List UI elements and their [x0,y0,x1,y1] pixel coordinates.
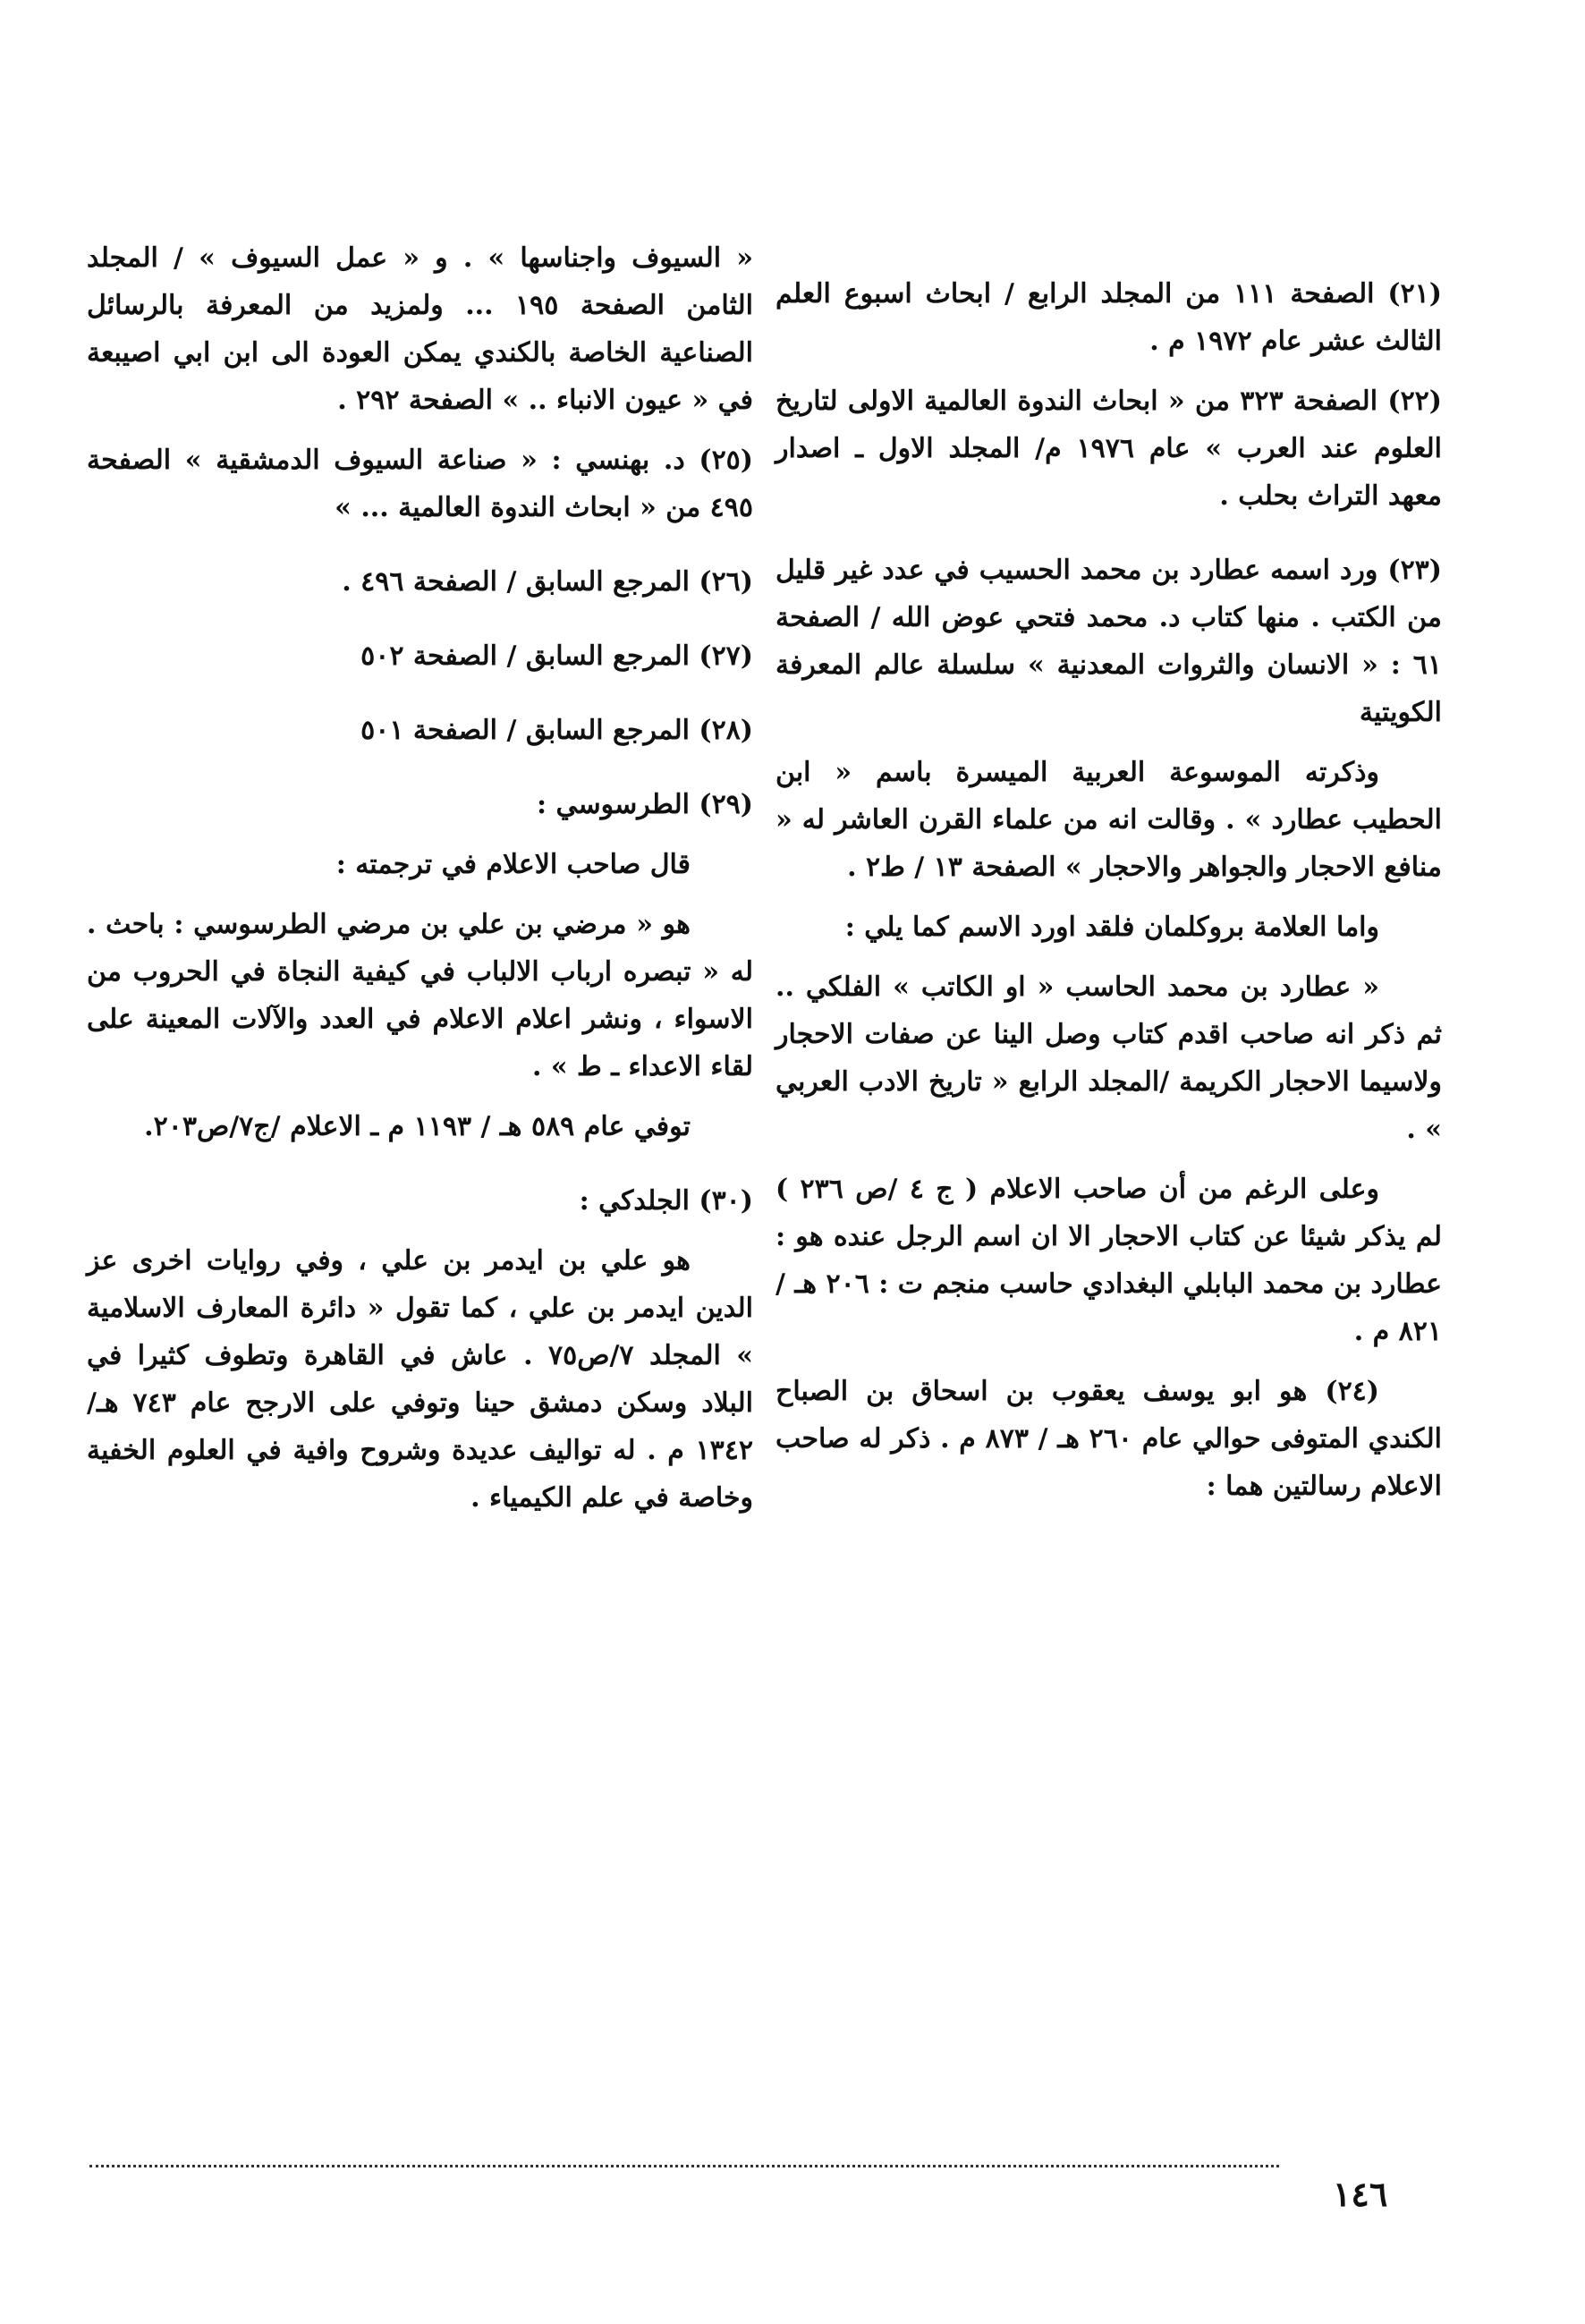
footnote-22: (٢٢) الصفحة ٣٢٣ من « ابحاث الندوة العالمية الاولى لتاريخ العلوم عند العرب » عام ١٩٧٦ م/ المجلد الاول ـ اصدار معهد التراث بحلب . [776,386,1443,512]
paragraph-encyclopedia: وذكرته الموسوعة العربية الميسرة باسم « ابن الحطيب عطارد » . وقالت انه من علماء القرن العاشر له « منافع الاحجار والجواهر والاحجار » الصفحة ١٣ / ط٢ . [776,757,1442,883]
footnote-27: (٢٧) المرجع السابق / الصفحة ٥٠٢ [360,640,753,672]
left-column [87,234,753,1534]
footnote-23: (٢٣) ورد اسمه عطارد بن محمد الحسيب في عدد غير قليل من الكتب . منها كتاب د. محمد فتحي عوض الله / الصفحة ٦١ : « الانسان والثروات المعدنية » سلسلة عالم المعرفة الكويتية [776,555,1442,728]
paragraph-quotation: « عطارد بن محمد الحاسب « او الكاتب » الفلكي .. ثم ذكر انه صاحب اقدم كتاب وصل الينا عن صفات الاحجار ولاسيما الاحجار الكريمة /المجلد الرابع « تاريخ الادب العربي » . [776,971,1442,1145]
paragraph-kindi-continued: « السيوف واجناسها » . و « عمل السيوف » / المجلد الثامن الصفحة ١٩٥ ... ولمزيد من المعرفة بالرسائل الصناعية الخاصة بالكندي يمكن العودة الى ابن ابي اصيبعة في « عيون الانباء .. » الصفحة ٢٩٢ . [87,242,753,416]
paragraph-brockelmann: واما العلامة بروكلمان فلقد اورد الاسم كما يلي : [844,912,1379,943]
footnote-21: (٢١) الصفحة ١١١ من المجلد الرابع / ابحاث اسبوع العلم الثالث عشر عام ١٩٧٢ م . [776,278,1442,357]
paragraph-alam: وعلى الرغم من أن صاحب الاعلام ( ج ٤ /ص ٢٣٦ ) لم يذكر شيئا عن كتاب الاحجار الا ان اسم الرجل عنده هو : عطارد بن محمد البابلي البغدادي حاسب منجم ت : ٢٠٦ هـ / ٨٢١ م . [776,1174,1442,1347]
footnote-28: (٢٨) المرجع السابق / الصفحة ٥٠١ [360,715,753,746]
footnote-25: (٢٥) د. بهنسي : « صناعة السيوف الدمشقية » الصفحة ٤٩٥ من « ابحاث الندوة العالمية ... » [87,445,753,523]
footnote-30-heading: (٣٠) الجلدكي : [579,1185,753,1217]
footnote-29-heading: (٢٩) الطرسوسي : [536,789,753,820]
paragraph-tarsusi-bio: هو « مرضي بن علي بن مرضي الطرسوسي : باحث . له « تبصره ارباب الالباب في كيفية النجاة في الحروب من الاسواء ، ونشر اعلام الاعلام في العدد والآلات المعينة على لقاء الاعداء ـ ط » . [87,909,753,1082]
footnote-26: (٢٦) المرجع السابق / الصفحة ٤٩٦ . [342,566,753,598]
right-column [776,234,1442,1522]
paragraph-tarsusi-death: توفي عام ٥٨٩ هـ / ١١٩٣ م ـ الاعلام /ج٧/ص٢٠٣. [144,1111,691,1142]
footnote-24: (٢٤) هو ابو يوسف يعقوب بن اسحاق بن الصباح الكندي المتوفى حوالي عام ٢٦٠ هـ / ٨٧٣ م . ذكر له صاحب الاعلام رسالتين هما : [776,1376,1442,1502]
footer-divider [89,2165,1279,2167]
paragraph-tarsusi-intro: قال صاحب الاعلام في ترجمته : [335,849,691,880]
page-number: ١٤٦ [1333,2174,1388,2214]
paragraph-jildaki-bio: هو علي بن ايدمر بن علي ، وفي روايات اخرى عز الدين ايدمر بن علي ، كما تقول « دائرة المعارف الاسلامية » المجلد ٧/ص٧٥ . عاش في القاهرة وتطوف كثيرا في البلاد وسكن دمشق حينا وتوفي على الارجح عام ٧٤٣ هـ/١٣٤٢ م . له تواليف عديدة وشروح وافية في العلوم الخفية وخاصة في علم الكيمياء . [87,1245,754,1514]
